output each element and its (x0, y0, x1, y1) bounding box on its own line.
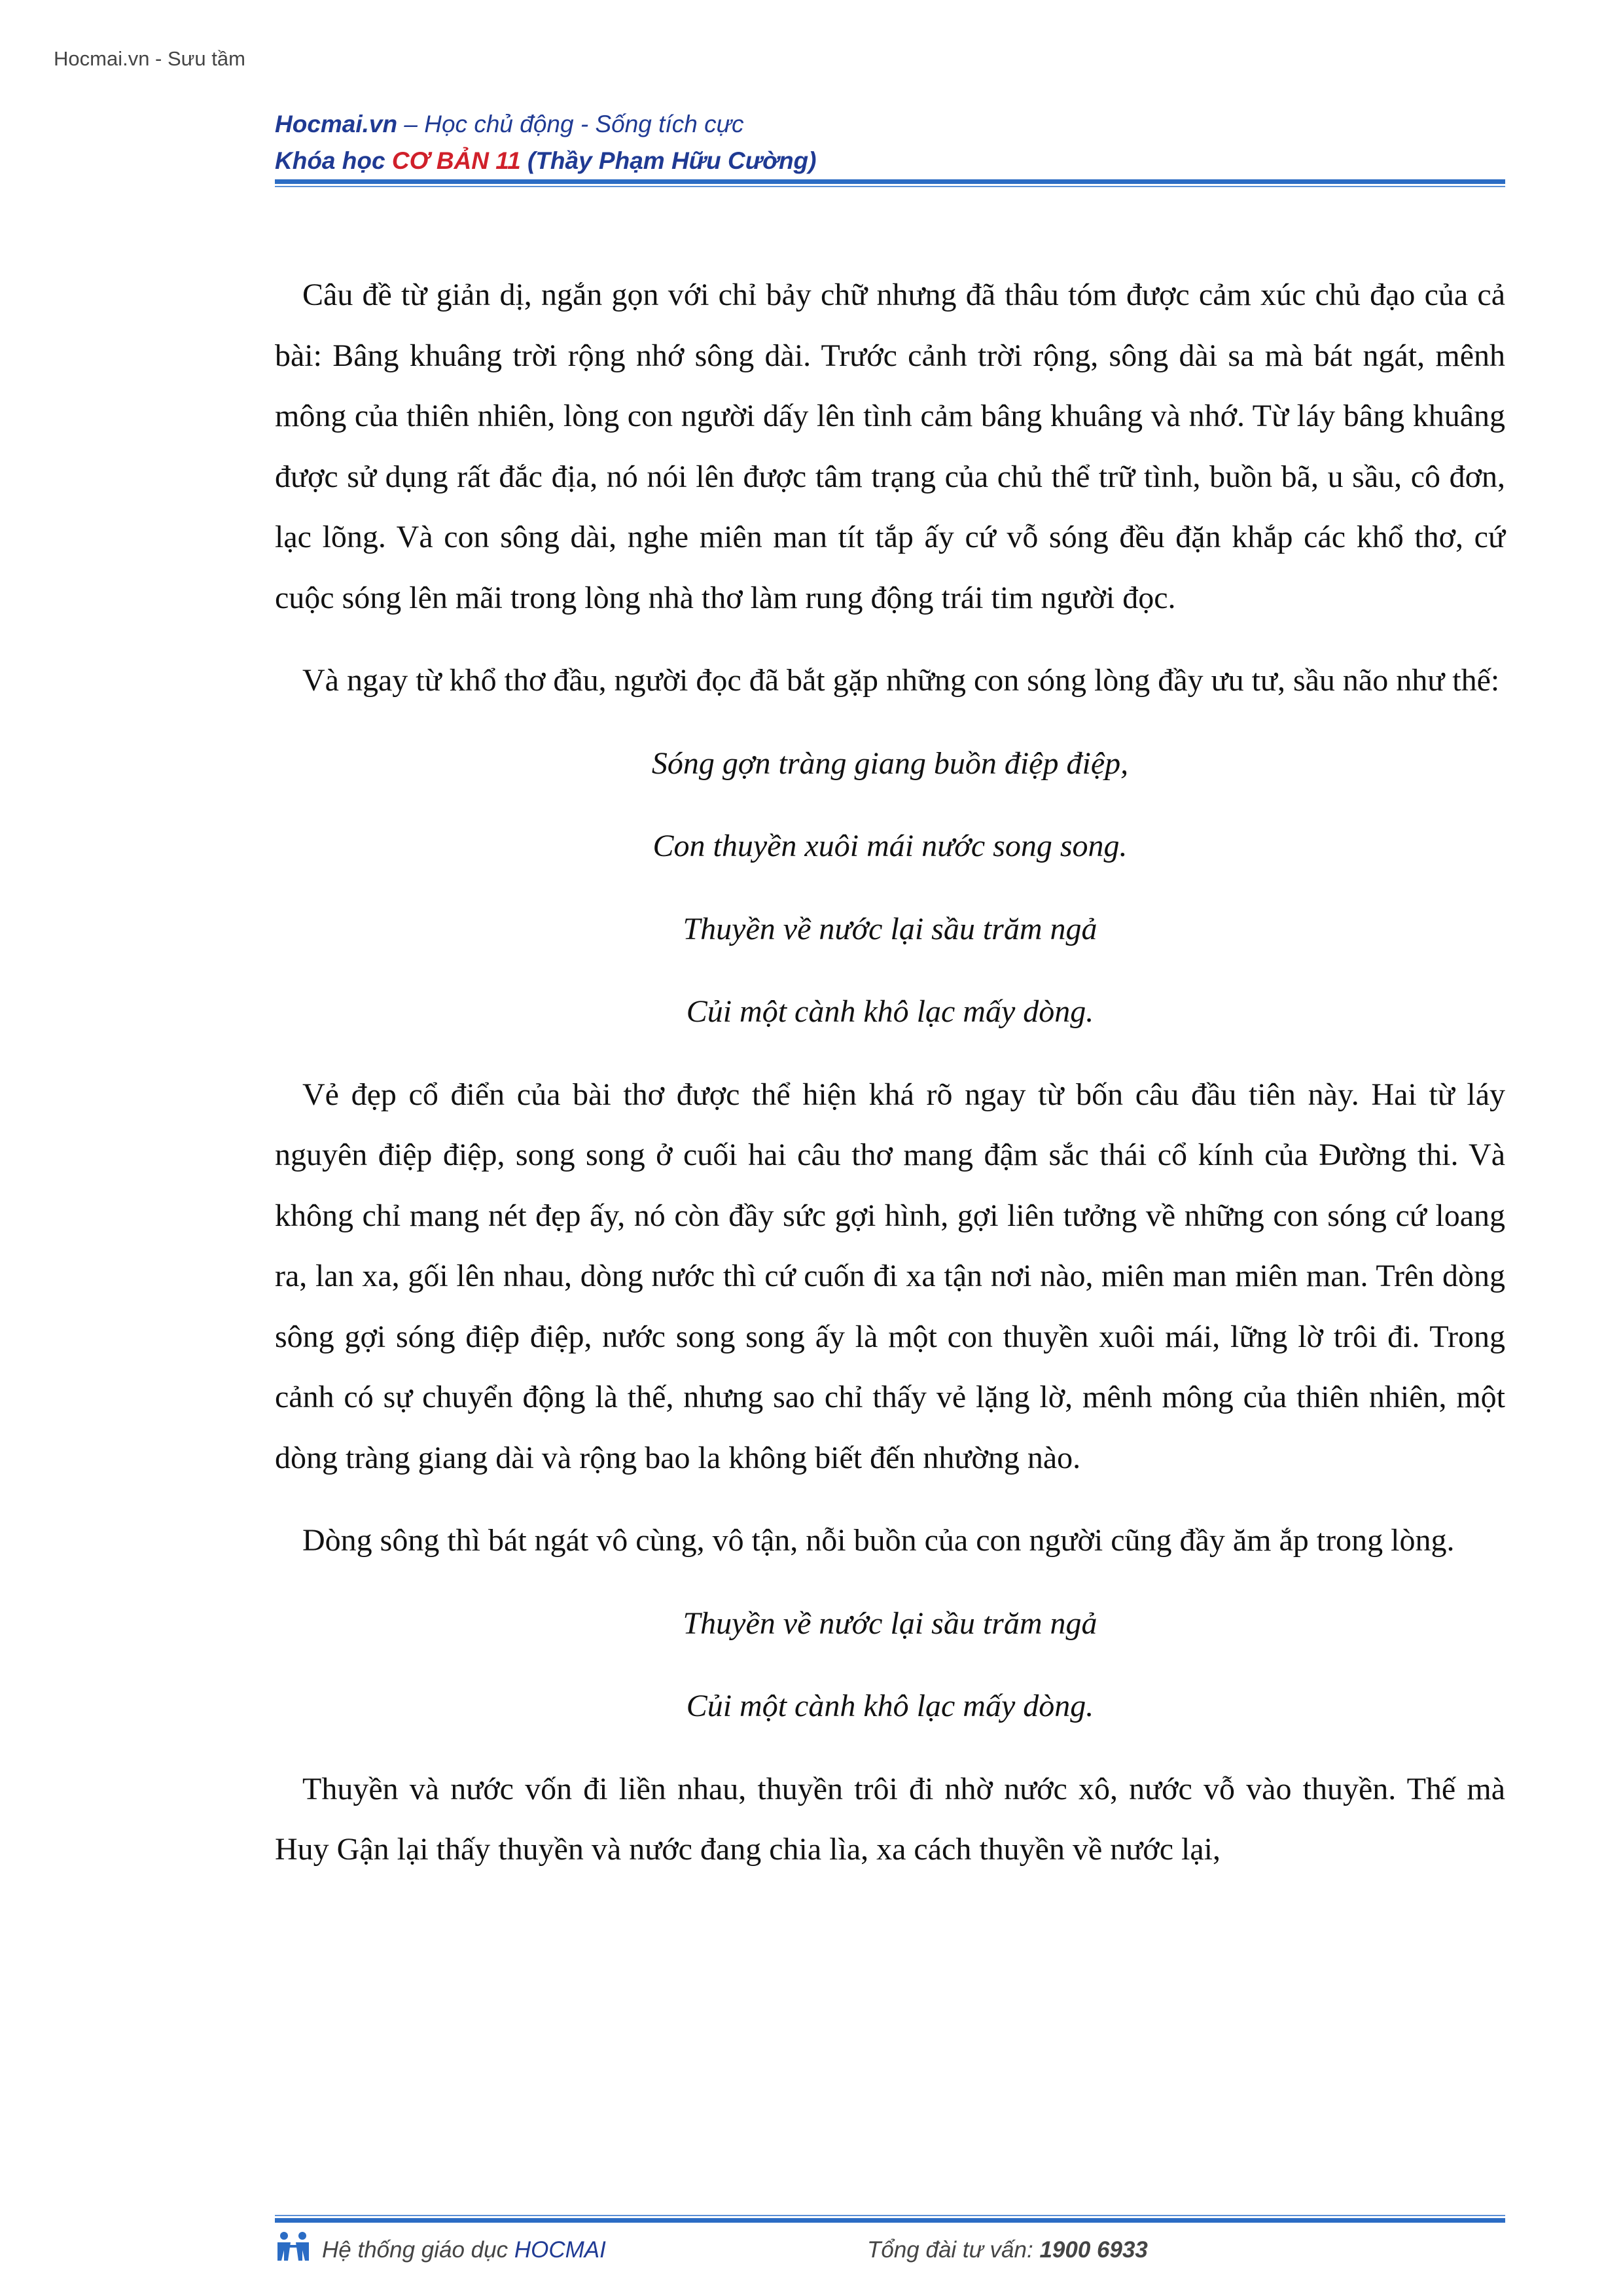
footer-hotline-label: Tổng đài tư vấn: (867, 2237, 1040, 2263)
poem-stanza-2 (275, 1594, 1505, 1737)
footer-brand: HOCMAI (514, 2237, 606, 2263)
paragraph-1: Câu đề từ giản dị, ngắn gọn với chỉ bảy chữ nhưng đã thâu tóm được cảm xúc chủ đạo của cả bài: Bâng khuâng trời rộng nhớ sông dài. Trước cảnh trời rộng, sông dài sa mà bát ngát, mênh mông của thiên nhiên, lòng con người dấy lên tình cảm bâng khuâng và nhớ. Từ láy bâng khuâng được sử dụng rất đắc địa, nó nói lên được tâm trạng của chủ thể trữ tình, buồn bã, u sầu, cô đơn, lạc lõng. Và con sông dài, nghe miên man tít tắp ấy cứ vỗ sóng đều đặn khắp các khổ thơ, cứ cuộc sóng lên mãi trong lòng nhà thơ làm rung động trái tim người đọc. (275, 278, 1505, 615)
paragraph-3: Vẻ đẹp cổ điển của bài thơ được thể hiện khá rõ ngay từ bốn câu đầu tiên này. Hai từ láy nguyên điệp điệp, song song ở cuối hai câu thơ mang đậm sắc thái cổ kính của Đường thi. Và không chỉ mang nét đẹp ấy, nó còn đầy sức gợi hình, gợi liên tưởng về những con sóng cứ loang ra, lan xa, gối lên nhau, dòng nước thì cứ cuốn đi xa tận nơi nào, miên man miên man. Trên dòng sông gợi sóng điệp điệp, nước song song ấy là một con thuyền xuôi mái, lững lờ trôi đi. Trong cảnh có sự chuyển động là thế, nhưng sao chỉ thấy vẻ lặng lờ, mênh mông của thiên nhiên, một dòng tràng giang dài và rộng bao la không biết đến nhường nào. (275, 1077, 1505, 1475)
footer-system-label: Hệ thống giáo dục (322, 2237, 514, 2263)
teacher-name: (Thầy Phạm Hữu Cường) (520, 147, 817, 174)
course-prefix: Khóa học (275, 147, 392, 174)
paragraph-5: Thuyền và nước vốn đi liền nhau, thuyền trôi đi nhờ nước xô, nước vỗ vào thuyền. Thế mà Huy Gận lại thấy thuyền và nước đang chia lìa, xa cách thuyền về nước lại, (275, 1771, 1505, 1867)
poem-line: Con thuyền xuôi mái nước song song. (652, 829, 1128, 863)
paragraph-2: Và ngay từ khổ thơ đầu, người đọc đã bắt gặp những con sóng lòng đầy ưu tư, sầu não như thế: (302, 663, 1500, 698)
poem-line: Củi một cành khô lạc mấy dòng. (686, 1689, 1094, 1723)
document-body (275, 265, 1505, 1903)
poem-line: Thuyền về nước lại sầu trăm ngả (683, 911, 1097, 946)
poem-line: Sóng gợn tràng giang buồn điệp điệp, (651, 745, 1129, 781)
poem-line: Thuyền về nước lại sầu trăm ngả (683, 1605, 1097, 1641)
poem-line: Củi một cành khô lạc mấy dòng. (686, 994, 1094, 1029)
footer-divider-thick (275, 2218, 1505, 2223)
header-divider-thick (275, 179, 1505, 184)
brand-name: Hocmai.vn (275, 111, 398, 137)
header-divider-thin (275, 186, 1505, 187)
page-header (275, 106, 1518, 179)
paragraph-4: Dòng sông thì bát ngát vô cùng, vô tận, nỗi buồn của con người cũng đầy ăm ắp trong lòng. (302, 1523, 1455, 1558)
footer-left-text (322, 2237, 606, 2263)
slogan: – Học chủ động - Sống tích cực (397, 111, 744, 137)
footer-phone: 1900 6933 (1039, 2237, 1148, 2263)
footer-divider-thin (275, 2215, 1505, 2216)
hocmai-logo-icon (275, 2231, 312, 2263)
watermark: Hocmai.vn - Sưu tầm (54, 47, 245, 70)
course-name: CƠ BẢN 11 (391, 147, 521, 174)
poem-stanza-1 (275, 734, 1505, 1043)
header-line-2 (275, 143, 1518, 179)
footer-right-text (867, 2237, 1148, 2263)
header-line-1 (275, 106, 1518, 143)
